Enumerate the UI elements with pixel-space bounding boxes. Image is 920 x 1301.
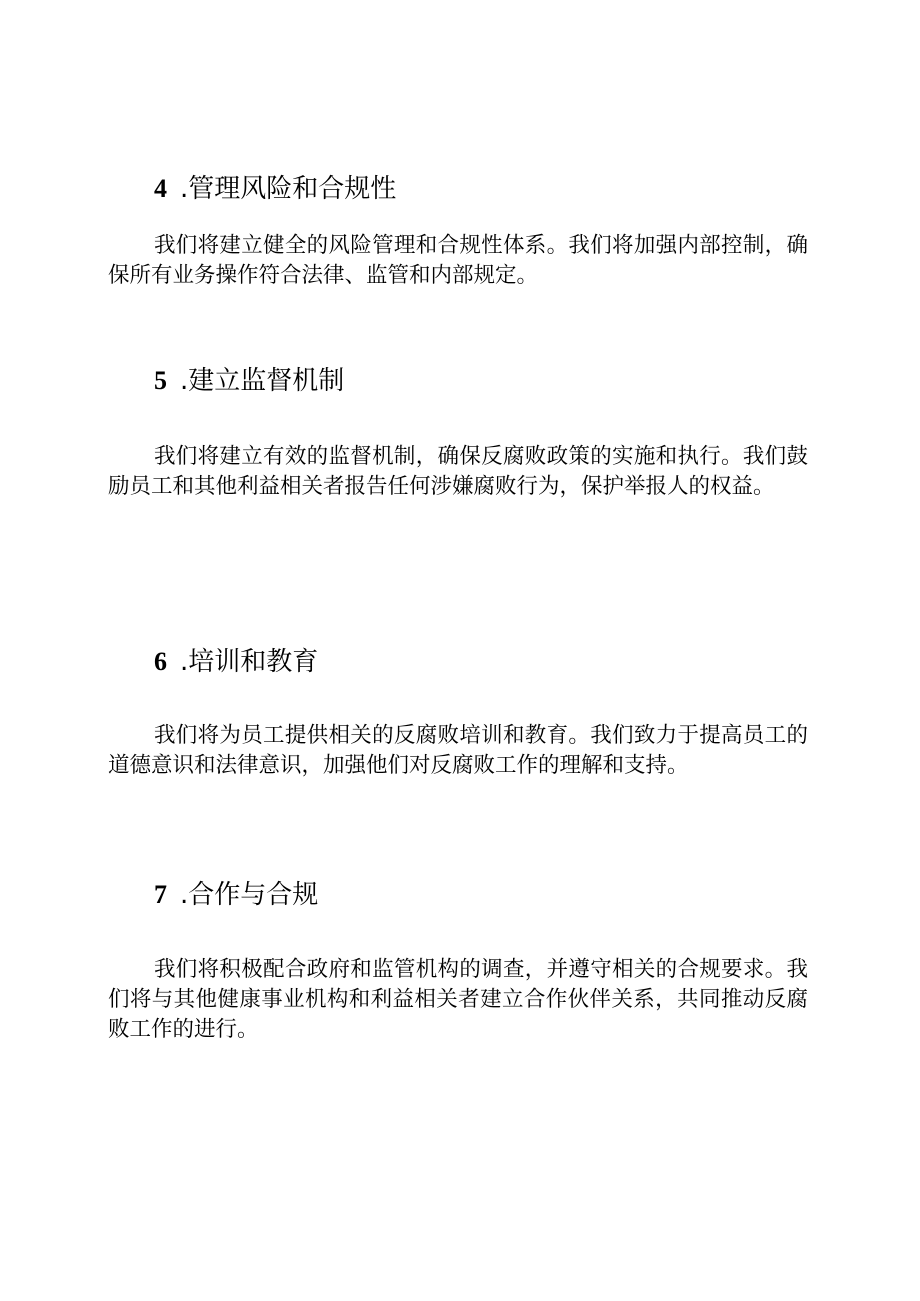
section-number: 6 [154,647,167,676]
section-cooperation [108,880,808,1045]
section-number: 4 [154,174,167,203]
section-paragraph: 我们将建立健全的风险管理和合规性体系。我们将加强内部控制，确保所有业务操作符合法律、监管和内部规定。 [108,233,808,288]
section-paragraph: 我们将为员工提供相关的反腐败培训和教育。我们致力于提高员工的道德意识和法律意识，加强他们对反腐败工作的理解和支持。 [108,723,808,778]
section-title: .建立监督机制 [180,366,345,396]
section-title: .合作与合规 [180,880,319,910]
section-heading [154,880,808,910]
section-title: .管理风险和合规性 [180,174,397,204]
section-risk-compliance [108,174,808,291]
section-number: 7 [154,880,167,909]
section-heading [154,366,808,396]
section-heading [154,647,808,677]
section-supervision [108,366,808,502]
section-paragraph: 我们将建立有效的监督机制，确保反腐败政策的实施和执行。我们鼓励员工和其他利益相关者报告任何涉嫌腐败行为，保护举报人的权益。 [108,444,808,499]
section-heading [154,174,808,204]
section-title: .培训和教育 [180,647,319,677]
section-paragraph: 我们将积极配合政府和监管机构的调查，并遵守相关的合规要求。我们将与其他健康事业机构和利益相关者建立合作伙伴关系，共同推动反腐败工作的进行。 [108,957,808,1042]
section-number: 5 [154,366,167,395]
section-training [108,647,808,781]
